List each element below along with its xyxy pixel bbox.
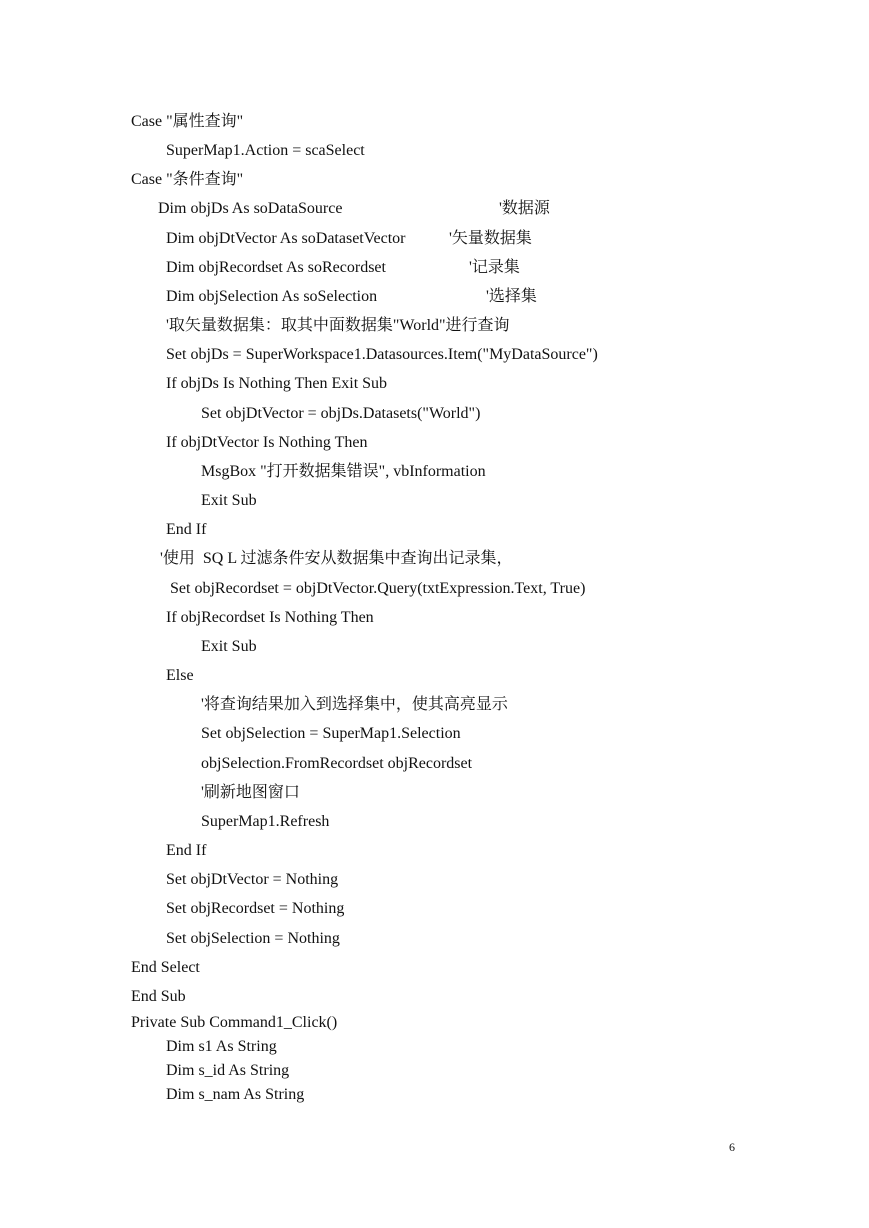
code-line: Set objRecordset = objDtVector.Query(txtExpression.Text, True) — [170, 580, 586, 597]
code-line: End If — [166, 842, 207, 859]
code-line: If objRecordset Is Nothing Then — [166, 609, 374, 626]
code-line: Set objDtVector = objDs.Datasets("World") — [201, 405, 481, 422]
code-line: Dim s_id As String — [166, 1062, 290, 1079]
code-line: If objDtVector Is Nothing Then — [166, 434, 368, 451]
code-line: Dim s1 As String — [166, 1038, 277, 1055]
code-line: MsgBox "打开数据集错误", vbInformation — [201, 463, 486, 480]
code-line: '刷新地图窗口 — [201, 784, 300, 801]
code-line: '将查询结果加入到选择集中，使其高亮显示 — [201, 696, 508, 713]
code-line: Dim s_nam As String — [166, 1086, 305, 1103]
code-line: Dim objDs As soDataSource — [158, 200, 343, 217]
code-line: Case "属性查询" — [131, 113, 244, 130]
code-line: objSelection.FromRecordset objRecordset — [201, 755, 473, 772]
code-line: Set objSelection = Nothing — [166, 930, 340, 947]
code-line: '取矢量数据集：取其中面数据集"World"进行查询 — [166, 317, 510, 334]
code-line: End Sub — [131, 988, 186, 1005]
code-comment: '选择集 — [486, 288, 537, 305]
code-line: Case "条件查询" — [131, 171, 244, 188]
code-line: Exit Sub — [201, 492, 257, 509]
code-line: Set objRecordset = Nothing — [166, 900, 345, 917]
code-line: Private Sub Command1_Click() — [131, 1014, 338, 1031]
code-comment: '数据源 — [499, 200, 550, 217]
code-comment: '矢量数据集 — [449, 230, 532, 247]
code-line: If objDs Is Nothing Then Exit Sub — [166, 375, 388, 392]
code-line: Dim objDtVector As soDatasetVector — [166, 230, 406, 247]
code-line: End If — [166, 521, 207, 538]
code-line: '使用 SQ L 过滤条件安从数据集中查询出记录集， — [160, 550, 513, 567]
code-line: SuperMap1.Action = scaSelect — [166, 142, 365, 159]
code-line: Set objDs = SuperWorkspace1.Datasources.Item("MyDataSource") — [166, 346, 598, 363]
code-comment: '记录集 — [469, 259, 520, 276]
code-line: End Select — [131, 959, 200, 976]
page-number: 6 — [729, 1140, 735, 1154]
code-line: Dim objRecordset As soRecordset — [166, 259, 386, 276]
code-line: SuperMap1.Refresh — [201, 813, 330, 830]
code-line: Set objDtVector = Nothing — [166, 871, 339, 888]
code-line: Else — [166, 667, 194, 684]
code-line: Exit Sub — [201, 638, 257, 655]
code-line: Set objSelection = SuperMap1.Selection — [201, 725, 461, 742]
code-line: Dim objSelection As soSelection — [166, 288, 378, 305]
